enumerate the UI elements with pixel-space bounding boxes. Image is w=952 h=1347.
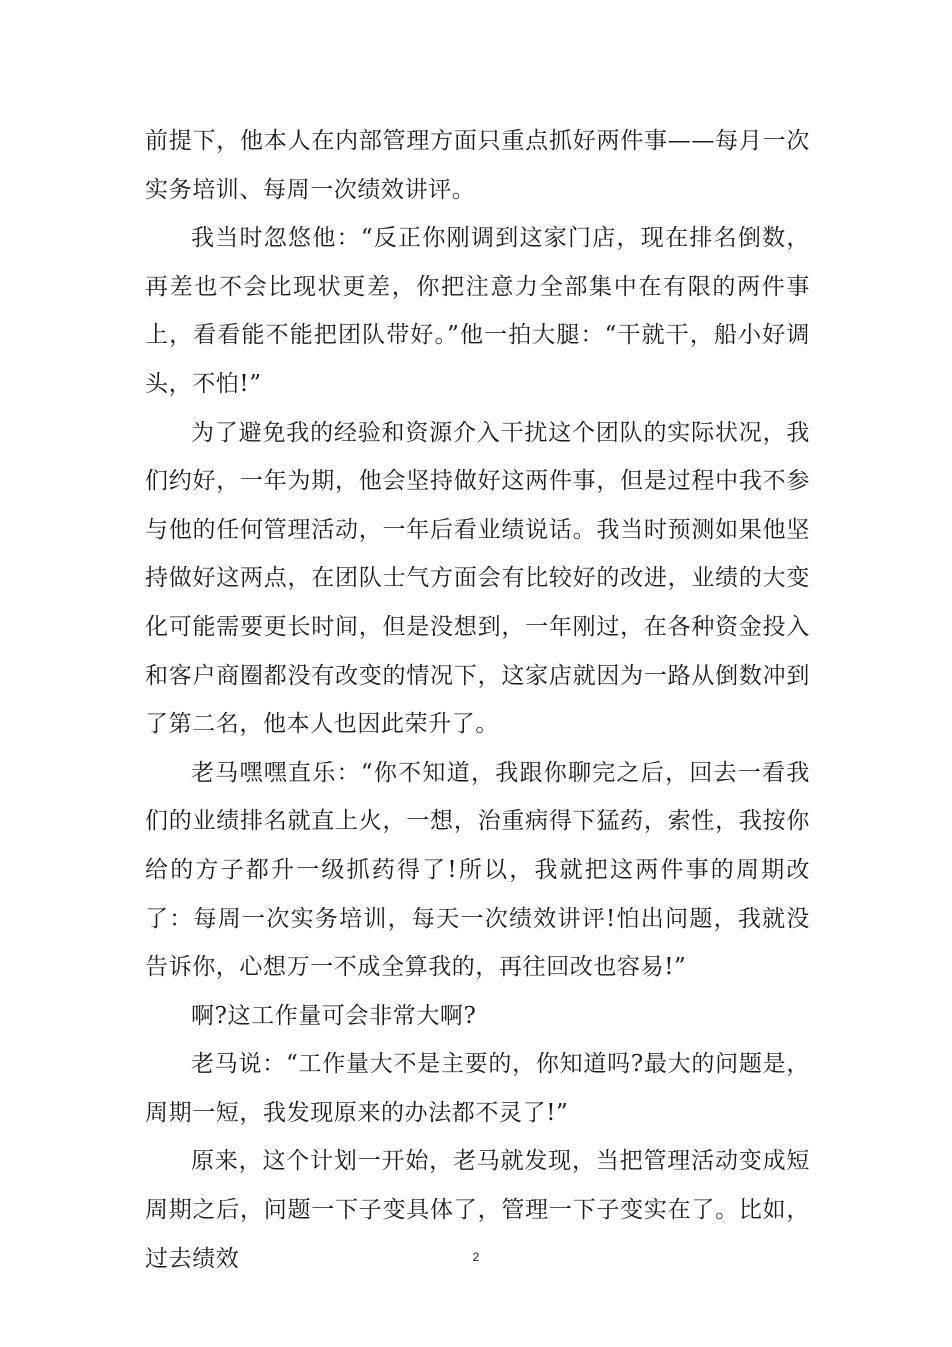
paragraph-4: 老马嘿嘿直乐：“你不知道，我跟你聊完之后，回去一看我们的业绩排名就直上火，一想，治重病得下猛药，索性，我按你给的方子都升一级抓药得了!所以，我就把这两件事的周期改了：每周一次实务培训，每天一次绩效讲评!怕出问题，我就没告诉你，心想万一不成全算我的，再往回改也容易!” xyxy=(145,759,810,981)
paragraph-5: 啊?这工作量可会非常大啊? xyxy=(191,1002,477,1029)
paragraph-7: 原来，这个计划一开始，老马就发现，当把管理活动变成短周期之后，问题一下子变具体了，管理一下子变实在了。比如，过去绩效 xyxy=(145,1148,810,1272)
paragraph-6: 老马说：“工作量大不是主要的，你知道吗?最大的问题是，周期一短，我发现原来的办法都不灵了!” xyxy=(145,1051,810,1126)
paragraph-1: 前提下，他本人在内部管理方面只重点抓好两件事——每月一次实务培训、每周一次绩效讲评。 xyxy=(145,128,810,203)
body-text xyxy=(145,117,810,1283)
page-number: 2 xyxy=(472,1250,480,1264)
paragraph-3: 为了避免我的经验和资源介入干扰这个团队的实际状况，我们约好，一年为期，他会坚持做好这两件事，但是过程中我不参与他的任何管理活动，一年后看业绩说话。我当时预测如果他坚持做好这两点，在团队士气方面会有比较好的改进，业绩的大变化可能需要更长时间，但是没想到，一年刚过，在各种资金投入和客户商圈都没有改变的情况下，这家店就因为一路从倒数冲到了第二名，他本人也因此荣升了。 xyxy=(145,419,810,738)
paragraph-2: 我当时忽悠他：“反正你刚调到这家门店，现在排名倒数，再差也不会比现状更差，你把注意力全部集中在有限的两件事上，看看能不能把团队带好。”他一拍大腿：“干就干，船小好调头，不怕!” xyxy=(145,225,810,397)
